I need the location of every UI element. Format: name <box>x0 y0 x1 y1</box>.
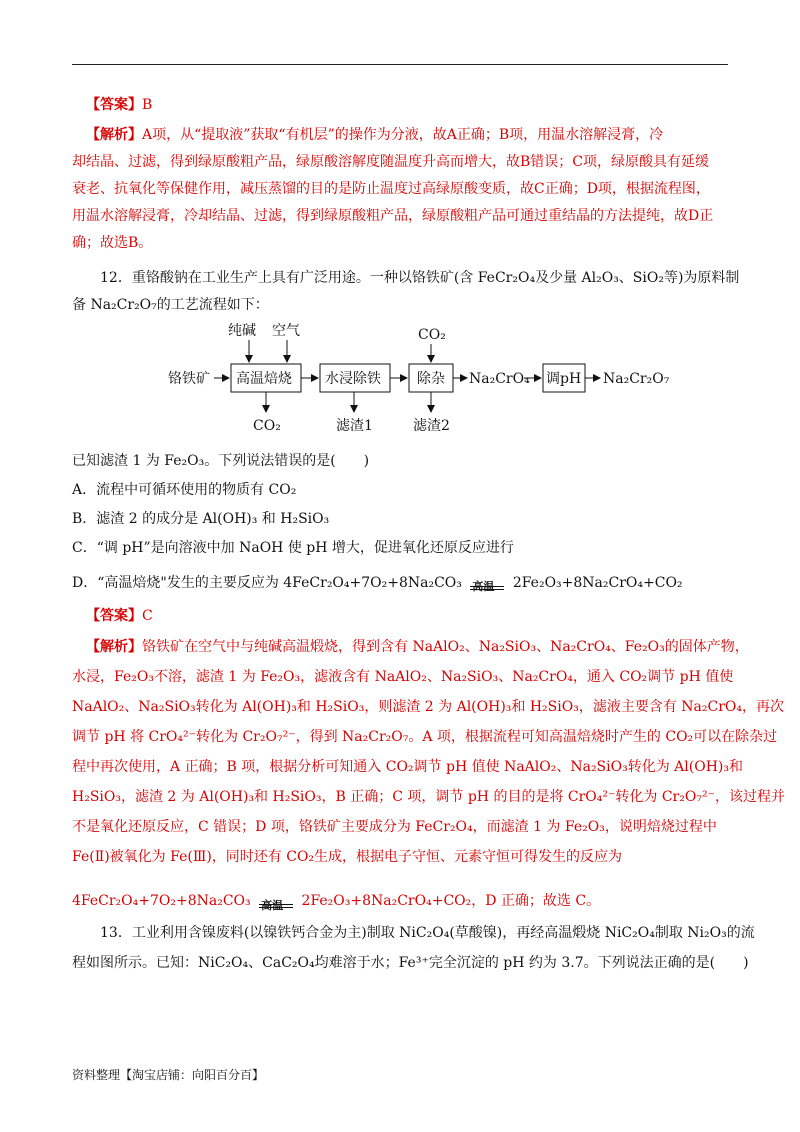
answer-tag: 【答案】 <box>86 608 142 624</box>
q11-analysis-line: 衰老、抗氧化等保健作用，减压蒸馏的目的是防止温度过高绿原酸变质，故C正确；D项，根据流程图， <box>72 181 710 197</box>
analysis-tag: 【解析】 <box>86 639 142 655</box>
condition-label: 高温 <box>261 899 284 912</box>
q12-analysis-line <box>72 632 749 662</box>
q13-stem-line: 程如图所示。已知：NiC₂O₄、CaC₂O₄均难溶于水；Fe³⁺完全沉淀的 pH 约为 3.7。下列说法正确的是( ) <box>72 955 749 971</box>
q12-options <box>72 448 728 597</box>
flow-input2: 空气 <box>272 323 300 339</box>
flow-step1: 高温焙烧 <box>236 371 292 387</box>
footer-source: 资料整理【淘宝店铺：向阳百分百】 <box>72 1068 265 1082</box>
flow-raw: 铬铁矿 <box>168 371 210 387</box>
flow-mid: Na₂CrO₄ <box>469 371 530 387</box>
answer-value: C <box>142 608 153 624</box>
eq-right: 2Fe₂O₃+8Na₂CrO₄+CO₂，D 正确；故选 C。 <box>301 893 601 909</box>
q12-known: 已知滤渣 1 为 Fe₂O₃。下列说法错误的是( ) <box>72 453 370 469</box>
process-flow-diagram <box>0 318 800 440</box>
flow-out1: CO₂ <box>253 418 281 434</box>
q12-analysis-line: H₂SiO₃，滤渣 2 为 Al(OH)₃和 H₂SiO₃，B 正确；C 项，调节 pH 的目的是将 CrO₄²⁻转化为 Cr₂O₇²⁻，该过程并 <box>72 789 785 805</box>
flow-input1: 纯碱 <box>228 323 256 339</box>
q11-answer <box>72 92 728 119</box>
q11-analysis-line: 确；故选B。 <box>72 235 153 251</box>
flow-input3: CO₂ <box>418 327 446 343</box>
q13-stem <box>72 918 755 978</box>
answer-tag: 【答案】 <box>86 97 142 113</box>
q12-analysis-line: 水浸，Fe₂O₃不溶，滤渣 1 为 Fe₂O₃，滤液含有 NaAlO₂、Na₂SiO₃、Na₂CrO₄，通入 CO₂调节 pH 值使 <box>72 669 734 685</box>
eq-left: 4FeCr₂O₄+7O₂+8Na₂CO₃ <box>72 893 251 909</box>
analysis-tag: 【解析】 <box>86 127 142 143</box>
q13-stem-line: 13．工业利用含镍废料(以镍铁钙合金为主)制取 NiC₂O₄(草酸镍)，再经高温煅烧 NiC₂O₄制取 Ni₂O₃的流 <box>100 925 755 941</box>
answer-value: B <box>142 97 153 113</box>
q12-analysis-line: NaAlO₂、Na₂SiO₃转化为 Al(OH)₃和 H₂SiO₃，则滤渣 2 为 Al(OH)₃和 H₂SiO₃，滤液主要含有 Na₂CrO₄，再次 <box>72 699 784 715</box>
analysis-text: A项，从“提取液”获取“有机层”的操作为分液，故A正确；B项，用温水溶解浸膏，冷 <box>142 127 664 143</box>
condition-label: 高温 <box>472 580 495 593</box>
q12-analysis-line: 不是氧化还原反应，C 错误；D 项，铬铁矿主要成分为 FeCr₂O₄，而滤渣 1 为 Fe₂O₃，说明焙烧过程中 <box>72 819 717 835</box>
flow-step3: 除杂 <box>417 371 445 387</box>
q12-stem-line: 12．重铬酸钠在工业生产上具有广泛用途。一种以铬铁矿(含 FeCr₂O₄及少量 Al₂O₃、SiO₂等)为原料制 <box>100 270 740 286</box>
q12-stem <box>72 265 740 319</box>
flow-out2: 滤渣1 <box>336 418 373 434</box>
q12-analysis-line: 调节 pH 将 CrO₄²⁻转化为 Cr₂O₇²⁻，得到 Na₂Cr₂O₇。A 项，根据流程可知高温焙烧时产生的 CO₂可以在除杂过 <box>72 729 778 745</box>
q12-stem-line: 备 Na₂Cr₂O₇的工艺流程如下： <box>72 297 269 313</box>
q12-analysis-line: Fe(Ⅱ)被氧化为 Fe(Ⅲ)，同时还有 CO₂生成，根据电子守恒、元素守恒可得发生的反应为 <box>72 849 623 865</box>
option-c: C．“调 pH”是向溶液中加 NaOH 使 pH 增大，促进氧化还原反应进行 <box>72 540 514 556</box>
option-d <box>72 570 728 597</box>
header-rule <box>72 64 728 65</box>
q12-analysis-line: 程中再次使用，A 正确；B 项，根据分析可知通入 CO₂调节 pH 值使 NaAlO₂、Na₂SiO₃转化为 Al(OH)₃和 <box>72 759 743 775</box>
q11-analysis-line <box>72 122 728 149</box>
option-d-text: D．“高温焙烧"发生的主要反应为 4FeCr₂O₄+7O₂+8Na₂CO₃ <box>72 575 462 591</box>
q12-answer-block <box>72 603 728 630</box>
option-b: B．滤渣 2 的成分是 Al(OH)₃ 和 H₂SiO₃ <box>72 511 330 527</box>
flow-step2: 水浸除铁 <box>325 371 381 387</box>
q11-analysis-line: 却结晶、过滤，得到绿原酸粗产品，绿原酸溶解度随温度升高而增大，故B错误；C项，绿原酸具有延缓 <box>72 154 709 170</box>
equals-sign <box>259 904 293 908</box>
flow-out3: 滤渣2 <box>413 418 450 434</box>
q11-answer-block <box>72 92 728 119</box>
q12-analysis <box>72 632 785 916</box>
option-a: A．流程中可循环使用的物质有 CO₂ <box>72 482 297 498</box>
q11-analysis-line: 用温水溶解浸膏，冷却结晶、过滤，得到绿原酸粗产品，绿原酸粗产品可通过重结晶的方法提纯，故D正 <box>72 208 714 224</box>
flow-step4: 调pH <box>546 371 582 387</box>
q12-equation <box>72 886 728 916</box>
flow-product: Na₂Cr₂O₇ <box>603 371 670 387</box>
analysis-text: 铬铁矿在空气中与纯碱高温煅烧，得到含有 NaAlO₂、Na₂SiO₃、Na₂CrO₄、Fe₂O₃的固体产物， <box>142 639 749 655</box>
option-d-products: 2Fe₂O₃+8Na₂CrO₄+CO₂ <box>512 575 683 591</box>
equals-sign <box>470 586 504 590</box>
q12-answer <box>72 603 728 630</box>
q11-analysis <box>72 122 728 257</box>
